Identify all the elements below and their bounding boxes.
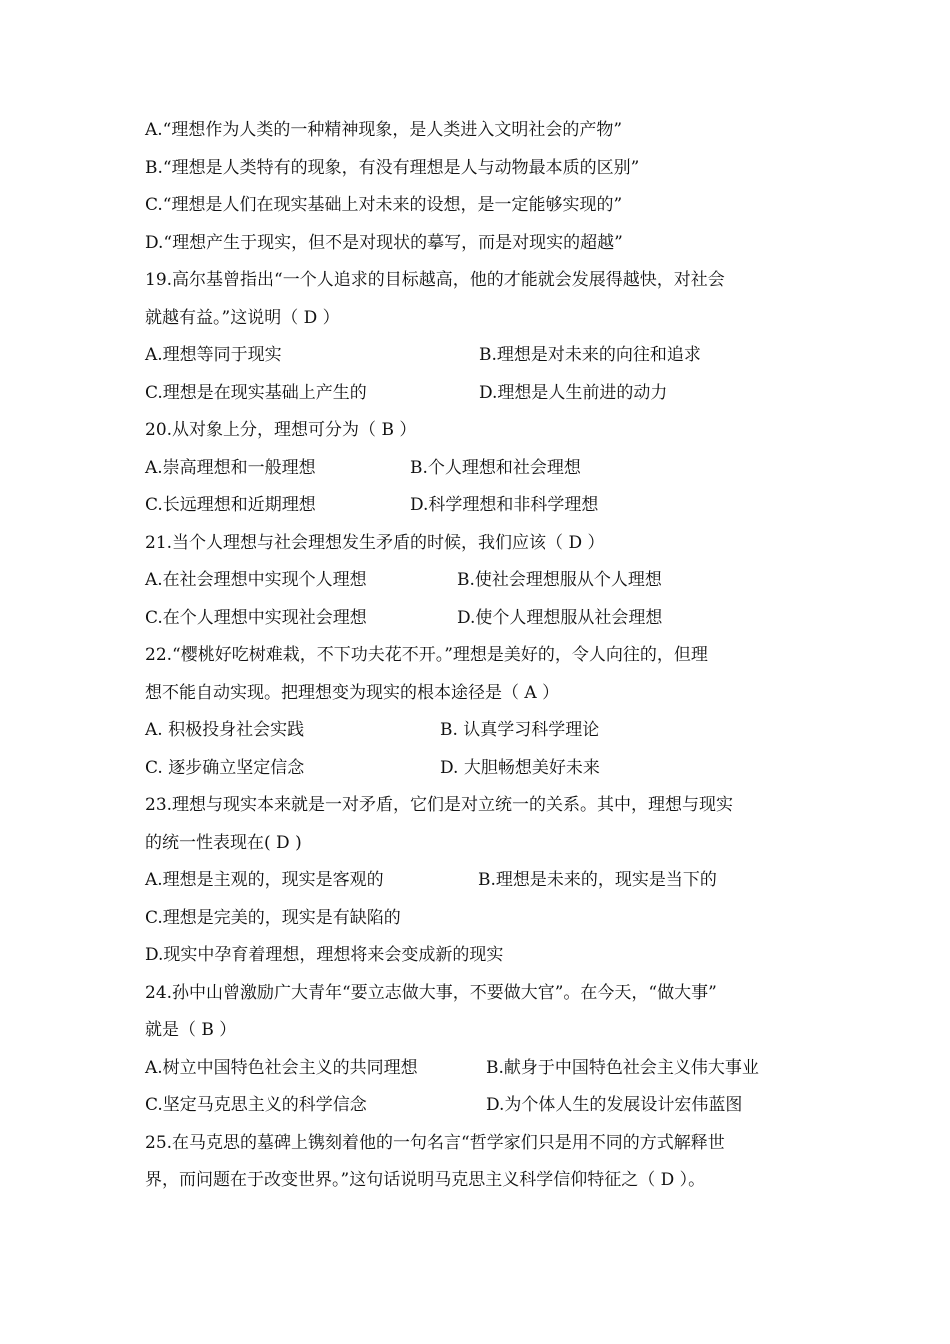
q22-stem-line1: 22.“樱桃好吃树难栽，不下功夫花不开。”理想是美好的，令人向往的，但理 [145,645,708,665]
q24-options-row1 [145,1056,825,1080]
q22-option-c: C. 逐步确立坚定信念 [145,758,305,778]
q21-option-d: D.使个人理想服从社会理想 [457,608,663,628]
q24-options-row2 [145,1093,825,1117]
q18-option-c: C.“理想是人们在现实基础上对未来的设想，是一定能够实现的” [145,195,623,215]
q19-options-row2 [145,381,825,405]
q24-option-a: A.树立中国特色社会主义的共同理想 [145,1058,418,1078]
q18-option-a: A.“理想作为人类的一种精神现象，是人类进入文明社会的产物” [145,120,623,140]
q19-stem-line1: 19.高尔基曾指出“一个人追求的目标越高，他的才能就会发展得越快，对社会 [145,270,725,290]
q25-stem-line2: 界，而问题在于改变世界。”这句话说明马克思主义科学信仰特征之（ D ）。 [145,1170,706,1190]
q22-option-d: D. 大胆畅想美好未来 [440,758,600,778]
q22-option-b: B. 认真学习科学理论 [440,720,600,740]
q19-options-row1 [145,343,825,367]
q23-option-b: B.理想是未来的，现实是当下的 [478,870,717,890]
q23-option-d: D.现实中孕育着理想，理想将来会变成新的现实 [145,945,504,965]
q22-option-a: A. 积极投身社会实践 [145,720,305,740]
q21-options-row2 [145,606,825,630]
q21-option-b: B.使社会理想服从个人理想 [457,570,662,590]
q23-option-a: A.理想是主观的，现实是客观的 [145,870,384,890]
q20-options-row1 [145,456,825,480]
q23-stem-line2: 的统一性表现在( D ) [145,833,302,853]
q24-option-c: C.坚定马克思主义的科学信念 [145,1095,367,1115]
q25-stem-line1: 25.在马克思的墓碑上镌刻着他的一句名言“哲学家们只是用不同的方式解释世 [145,1133,725,1153]
q20-option-b: B.个人理想和社会理想 [410,458,581,478]
q18-option-d: D.“理想产生于现实，但不是对现状的摹写，而是对现实的超越” [145,233,623,253]
q21-options-row1 [145,568,825,592]
q24-stem-line2: 就是（ B ） [145,1020,237,1040]
q22-options-row2 [145,756,825,780]
q22-options-row1 [145,718,825,742]
q23-options-row1 [145,868,825,892]
q20-stem: 20.从对象上分，理想可分为（ B ） [145,420,417,440]
q24-option-d: D.为个体人生的发展设计宏伟蓝图 [486,1095,743,1115]
q19-option-a: A.理想等同于现实 [145,345,282,365]
q20-option-a: A.崇高理想和一般理想 [145,458,316,478]
q20-option-d: D.科学理想和非科学理想 [410,495,599,515]
q23-option-c: C.理想是完美的，现实是有缺陷的 [145,908,401,928]
q20-options-row2 [145,493,825,517]
q20-option-c: C.长远理想和近期理想 [145,495,316,515]
q21-stem: 21.当个人理想与社会理想发生矛盾的时候，我们应该（ D ） [145,533,605,553]
q19-option-d: D.理想是人生前进的动力 [479,383,668,403]
q21-option-c: C.在个人理想中实现社会理想 [145,608,367,628]
q19-option-c: C.理想是在现实基础上产生的 [145,383,367,403]
q24-stem-line1: 24.孙中山曾激励广大青年“要立志做大事，不要做大官”。在今天，“做大事” [145,983,717,1003]
q23-stem-line1: 23.理想与现实本来就是一对矛盾，它们是对立统一的关系。其中，理想与现实 [145,795,734,815]
q19-option-b: B.理想是对未来的向往和追求 [479,345,701,365]
q18-option-b: B.“理想是人类特有的现象，有没有理想是人与动物最本质的区别” [145,158,640,178]
q19-stem-line2: 就越有益。”这说明（ D ） [145,308,340,328]
q22-stem-line2: 想不能自动实现。把理想变为现实的根本途径是（ A ） [145,683,560,703]
q24-option-b: B.献身于中国特色社会主义伟大事业 [486,1058,759,1078]
q21-option-a: A.在社会理想中实现个人理想 [145,570,367,590]
